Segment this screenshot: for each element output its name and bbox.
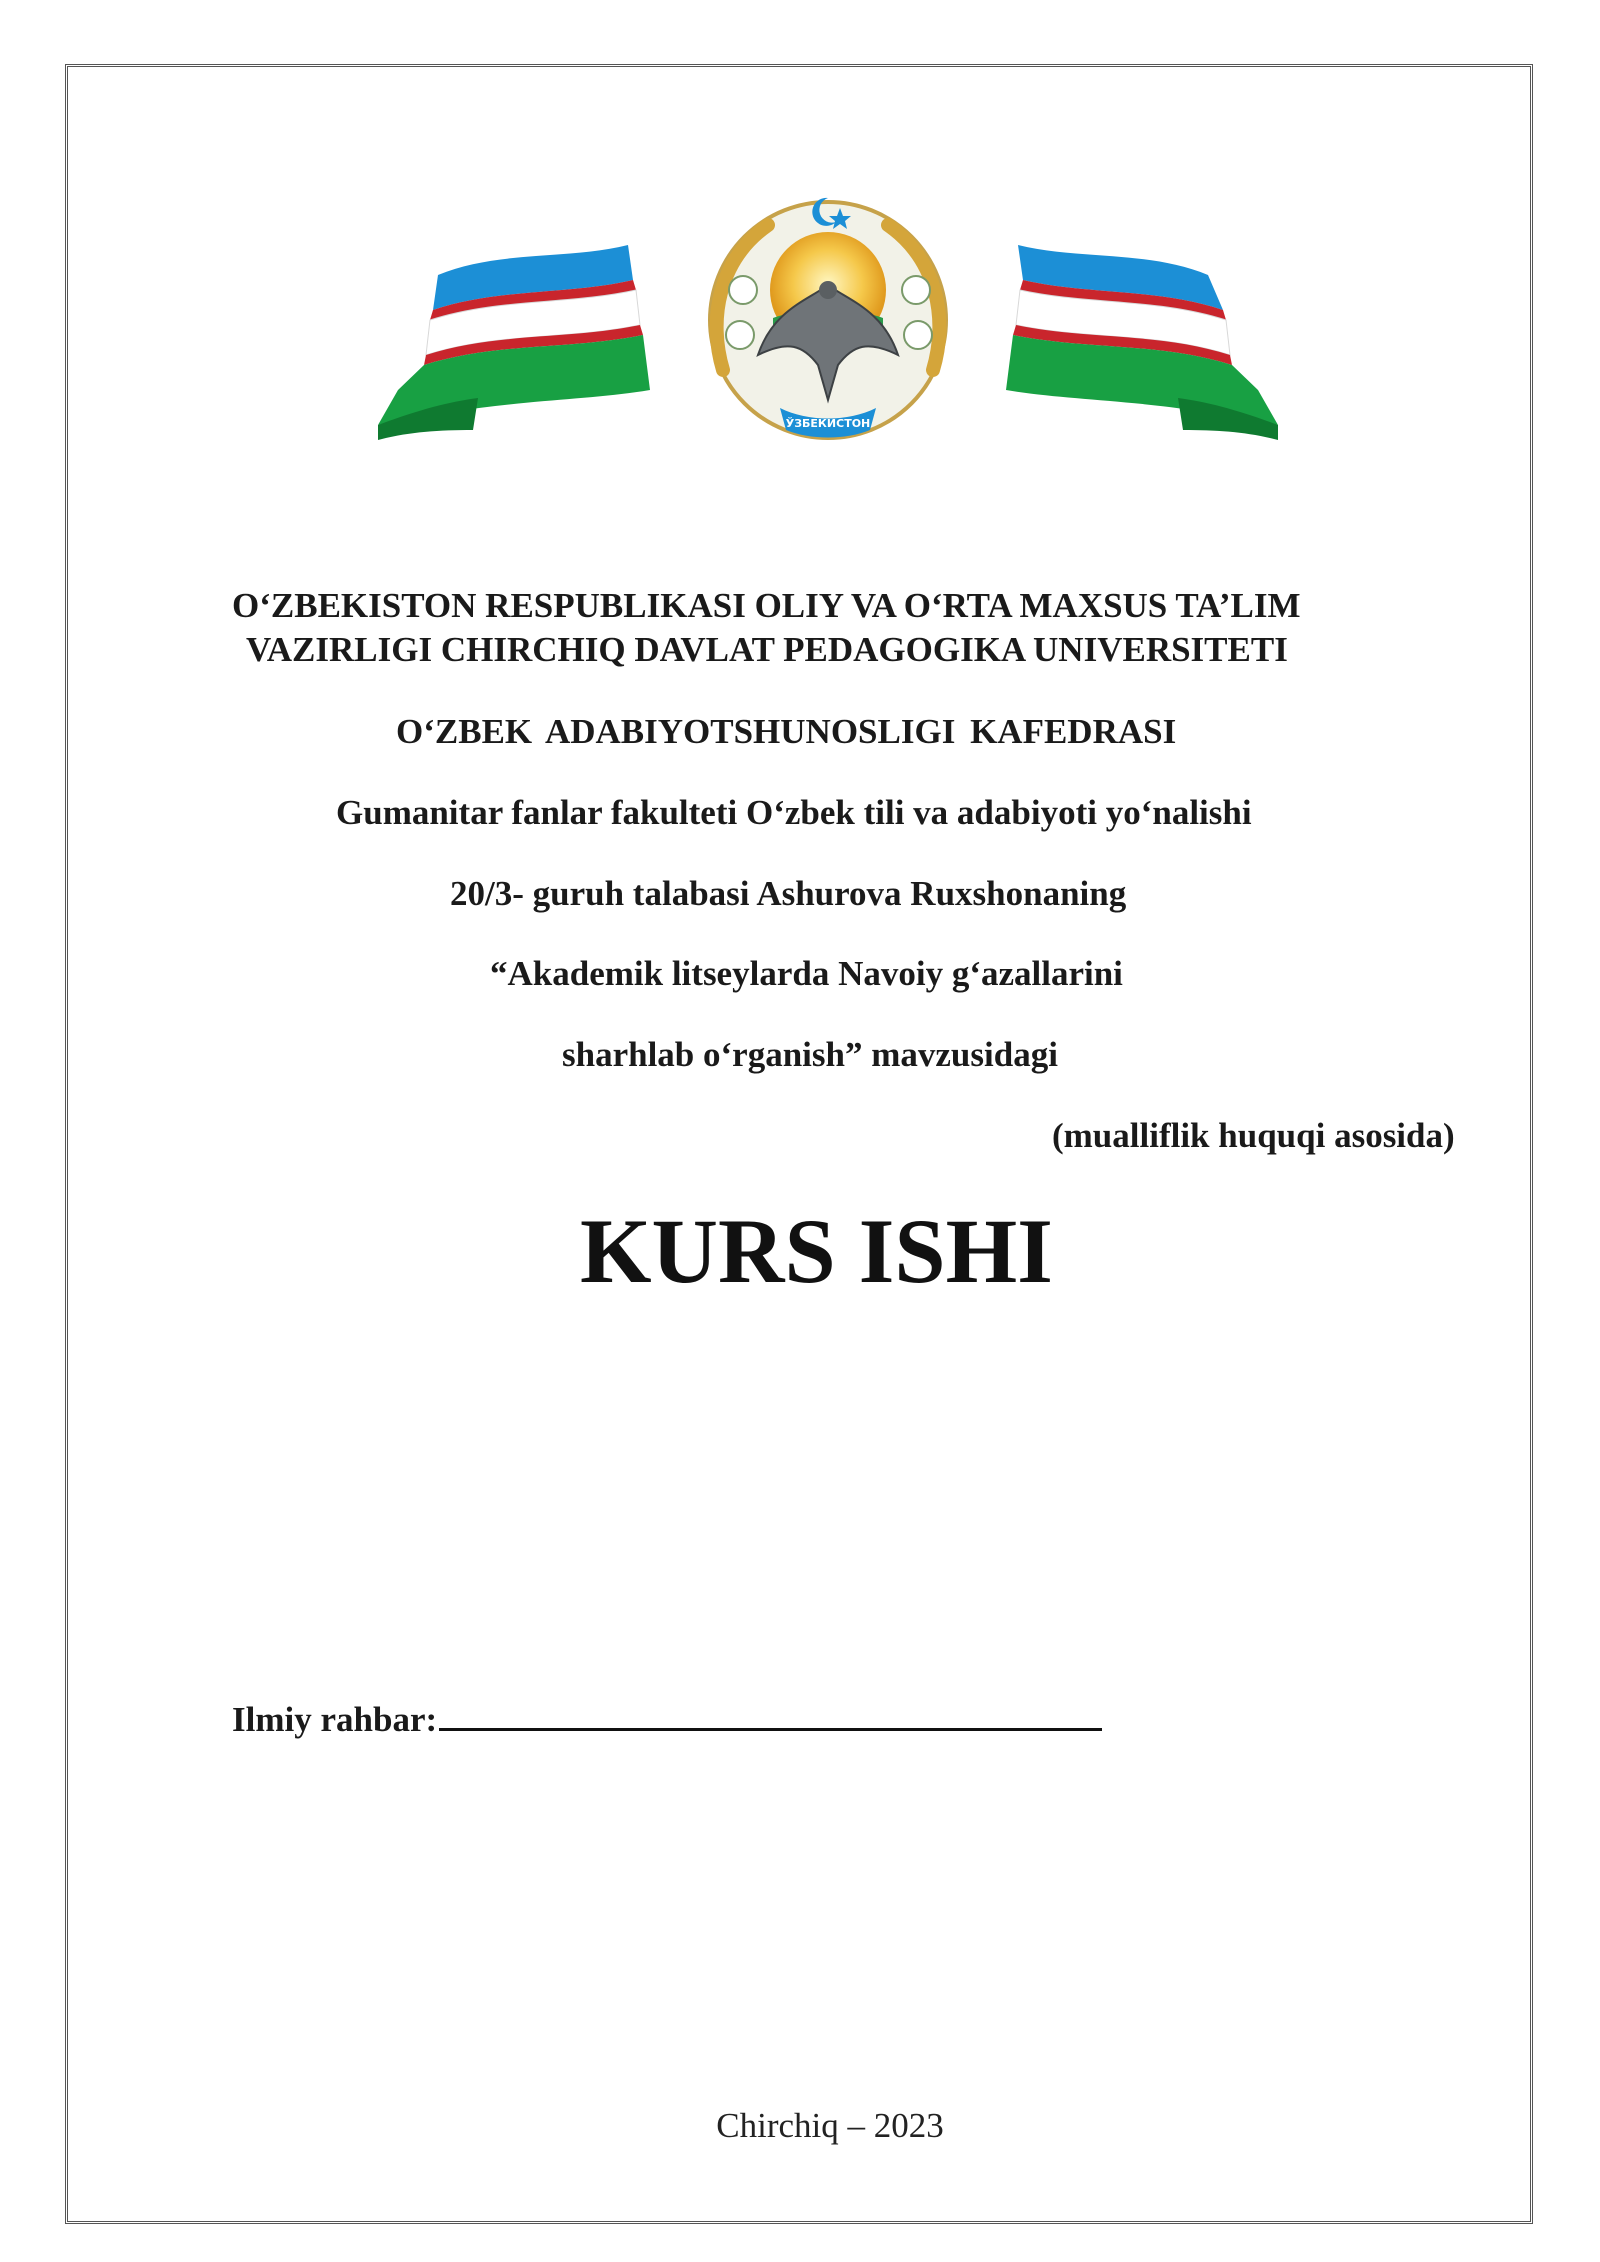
ministry-line-1: O‘ZBEKISTON RESPUBLIKASI OLIY VA O‘RTA MAXSUS TA’LIM: [232, 586, 1301, 625]
faculty-line: Gumanitar fanlar fakulteti O‘zbek tili va adabiyoti yo‘nalishi: [336, 793, 1252, 832]
advisor-field: [232, 1698, 1102, 1740]
advisor-label: Ilmiy rahbar:: [232, 1700, 438, 1739]
ministry-line-2: VAZIRLIGI CHIRCHIQ DAVLAT PEDAGOGIKA UNIVERSITETI: [246, 630, 1288, 669]
topic-line-2: sharhlab o‘rganish” mavzusidagi: [562, 1035, 1058, 1074]
uzbekistan-emblem-with-flag: [378, 140, 1278, 530]
right-flag-ribbon: [1006, 245, 1278, 440]
emblem-ribbon-text: ЎЗБЕКИСТОН: [785, 417, 871, 430]
state-emblem: [710, 198, 946, 438]
student-line: 20/3- guruh talabasi Ashurova Ruxshonaning: [450, 874, 1127, 913]
copyright-note: (mualliflik huquqi asosida): [1052, 1116, 1455, 1155]
place-and-year: Chirchiq – 2023: [716, 2106, 944, 2145]
topic-line-1: “Akademik litseylarda Navoiy g‘azallarini: [490, 954, 1123, 993]
document-title: KURS ISHI: [580, 1200, 1053, 1302]
advisor-signature-line: [439, 1698, 1102, 1731]
left-flag-ribbon: [378, 245, 650, 440]
department-heading: O‘ZBEK ADABIYOTSHUNOSLIGI KAFEDRASI: [396, 712, 1177, 751]
